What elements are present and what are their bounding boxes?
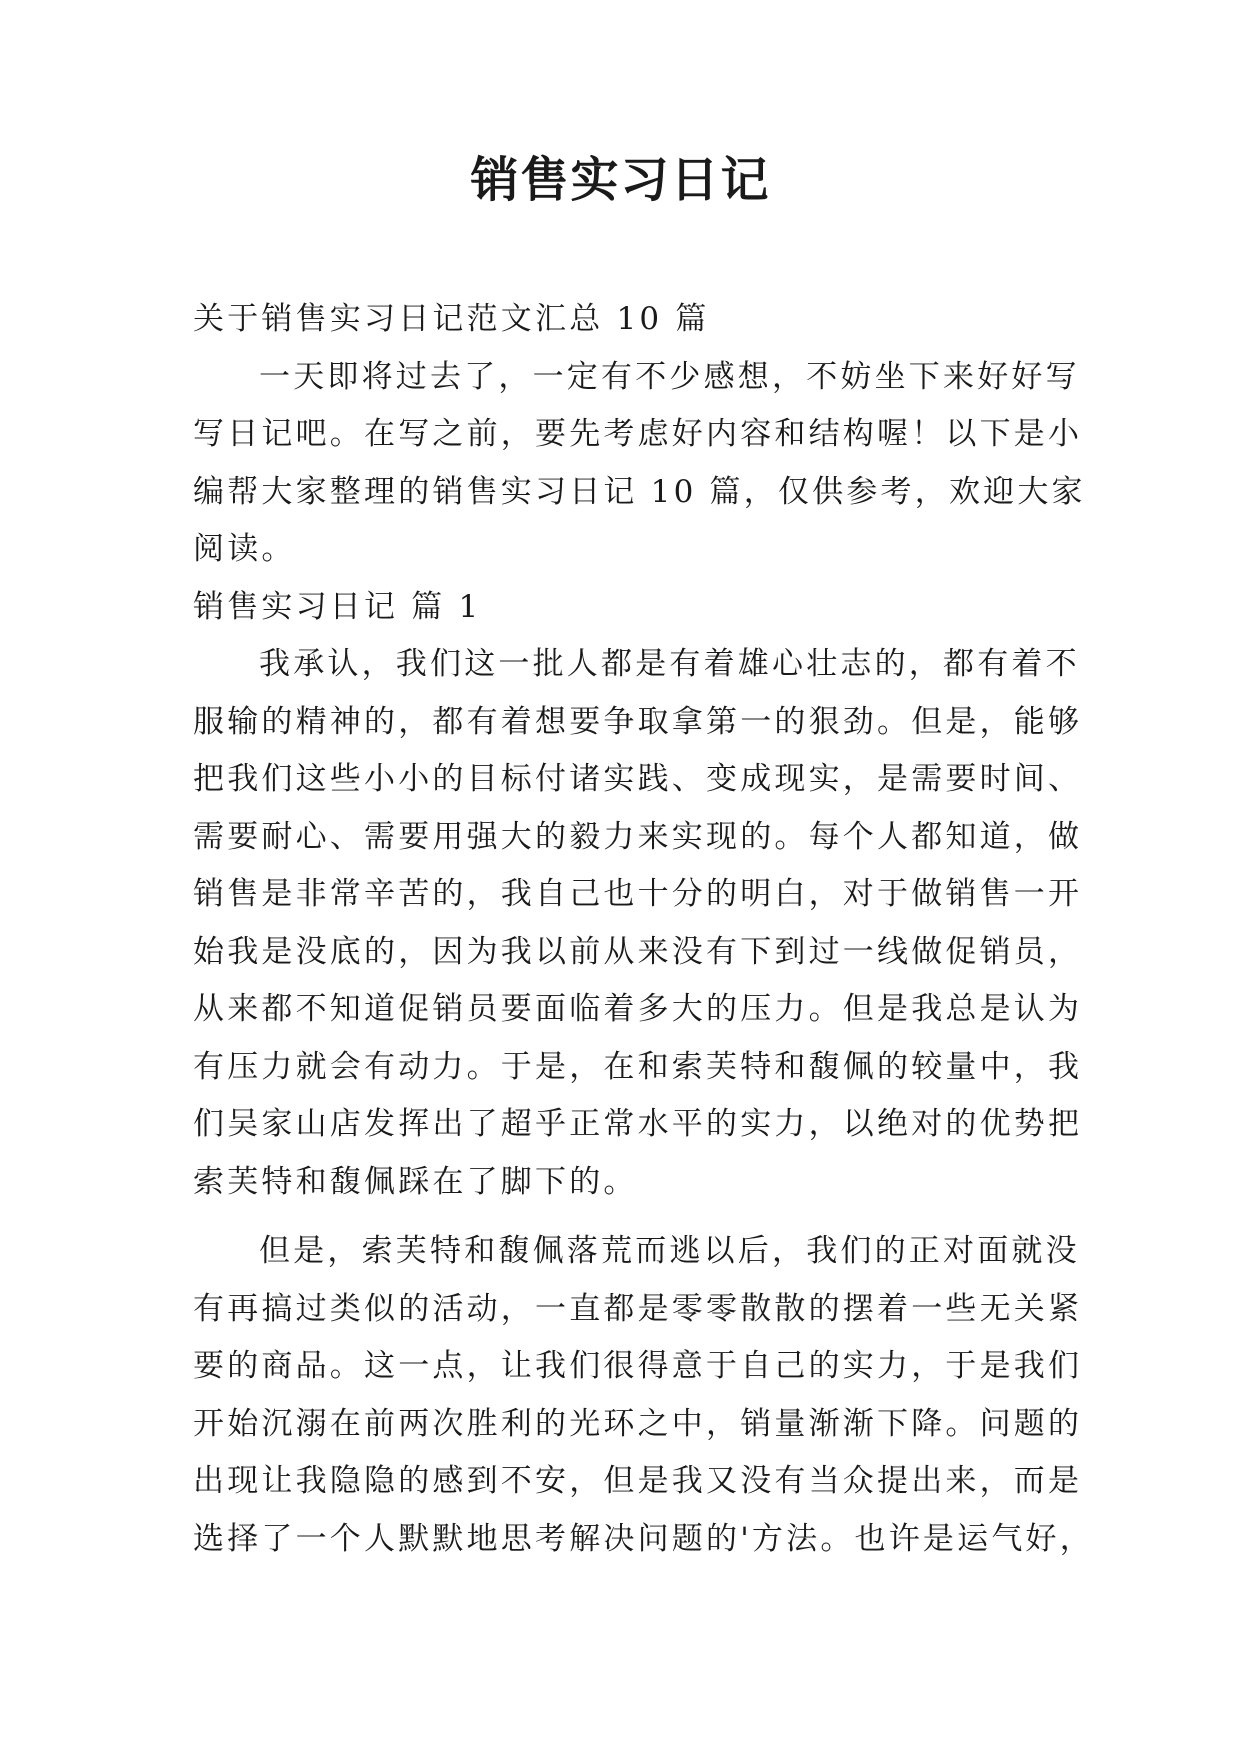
paragraph-1 [193, 636, 1083, 1211]
text-line: 始我是没底的，因为我以前从来没有下到过一线做促销员， [193, 933, 1083, 970]
text-line: 选择了一个人默默地思考解决问题的'方法。也许是运气好， [193, 1520, 1094, 1557]
text-line: 出现让我隐隐的感到不安，但是我又没有当众提出来，而是 [193, 1463, 1083, 1499]
section-heading: 销售实习日记 篇 1 [193, 588, 482, 625]
text-line: 需要耐心、需要用强大的毅力来实现的。每个人都知道，做 [193, 818, 1083, 855]
text-line: 编帮大家整理的销售实习日记 10 篇，仅供参考，欢迎大家 [193, 473, 1086, 510]
text-line: 阅读。 [193, 531, 296, 567]
text-line: 销售是非常辛苦的，我自己也十分的明白，对于做销售一开 [193, 876, 1083, 912]
text-line: 服输的精神的，都有着想要争取拿第一的狠劲。但是，能够 [193, 703, 1083, 740]
text-line: 从来都不知道促销员要面临着多大的压力。但是我总是认为 [193, 991, 1083, 1027]
document-title: 销售实习日记 [470, 152, 771, 208]
text-line: 有压力就会有动力。于是，在和索芙特和馥佩的较量中，我 [193, 1048, 1083, 1085]
text-line: 开始沉溺在前两次胜利的光环之中，销量渐渐下降。问题的 [193, 1405, 1083, 1442]
text-line: 把我们这些小小的目标付诸实践、变成现实，是需要时间、 [193, 761, 1083, 797]
text-line: 我承认，我们这一批人都是有着雄心壮志的，都有着不 [259, 646, 1080, 682]
text-line: 但是，索芙特和馥佩落荒而逃以后，我们的正对面就没 [259, 1233, 1080, 1269]
paragraph-2 [193, 1223, 1094, 1568]
text-line: 们吴家山店发挥出了超乎正常水平的实力，以绝对的优势把 [193, 1106, 1083, 1142]
text-line: 写日记吧。在写之前，要先考虑好内容和结构喔！以下是小 [193, 416, 1083, 452]
text-line: 要的商品。这一点，让我们很得意于自己的实力，于是我们 [193, 1348, 1083, 1384]
intro-paragraph [193, 349, 1086, 579]
document-body [193, 291, 1094, 1568]
document-subtitle: 关于销售实习日记范文汇总 10 篇 [193, 301, 710, 337]
text-line: 有再搞过类似的活动，一直都是零零散散的摆着一些无关紧 [193, 1290, 1083, 1327]
text-line: 一天即将过去了，一定有不少感想，不妨坐下来好好写 [259, 358, 1080, 395]
text-line: 索芙特和馥佩踩在了脚下的。 [193, 1163, 638, 1200]
